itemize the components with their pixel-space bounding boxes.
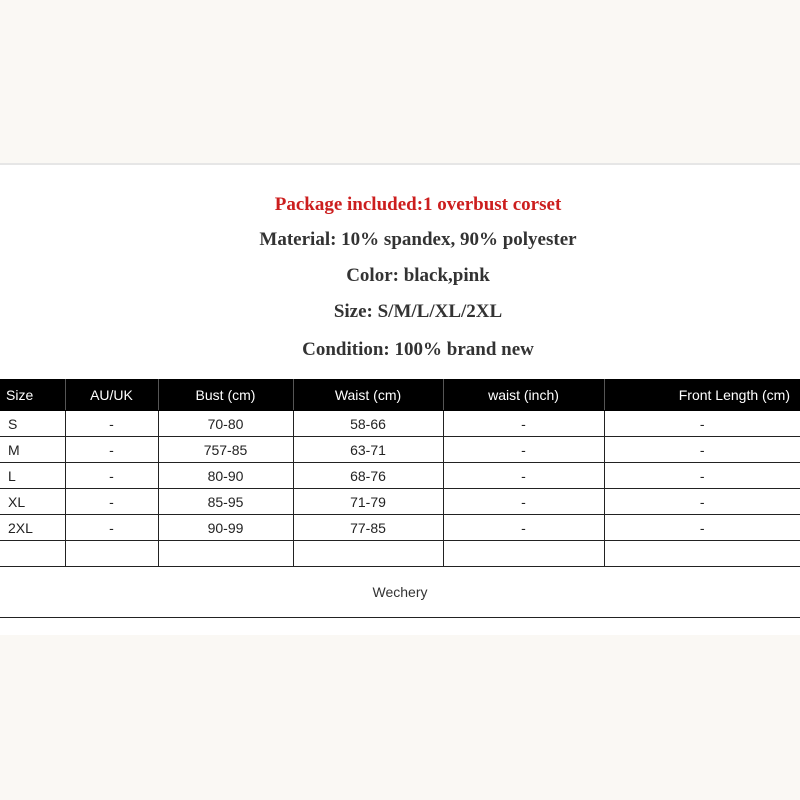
table-row xyxy=(0,463,800,489)
table-cell xyxy=(65,541,158,567)
table-cell: 58-66 xyxy=(293,411,443,437)
table-cell: 71-79 xyxy=(293,489,443,515)
table-cell xyxy=(604,541,800,567)
table-cell: - xyxy=(604,411,800,437)
table-row xyxy=(0,515,800,541)
table-row xyxy=(0,541,800,567)
column-header: AU/UK xyxy=(65,380,158,411)
package-line: Package included:1 overbust corset xyxy=(274,194,562,215)
table-cell: 2XL xyxy=(0,515,65,541)
column-header: waist (inch) xyxy=(443,380,604,411)
table-cell xyxy=(0,541,65,567)
table-cell: 70-80 xyxy=(158,411,293,437)
table-cell: 63-71 xyxy=(293,437,443,463)
column-header: Waist (cm) xyxy=(293,380,443,411)
table-cell: - xyxy=(65,489,158,515)
column-header: Size xyxy=(0,380,65,411)
table-cell: - xyxy=(604,437,800,463)
table-cell: - xyxy=(604,489,800,515)
table-cell: - xyxy=(443,411,604,437)
table-row xyxy=(0,437,800,463)
table-cell xyxy=(443,541,604,567)
table-cell: - xyxy=(604,463,800,489)
column-header: Bust (cm) xyxy=(158,380,293,411)
condition-line: Condition: 100% brand new xyxy=(302,339,534,360)
table-cell xyxy=(293,541,443,567)
table-cell: - xyxy=(443,489,604,515)
size-line: Size: S/M/L/XL/2XL xyxy=(333,301,503,322)
table-cell: - xyxy=(65,437,158,463)
table-cell xyxy=(158,541,293,567)
table-cell: 757-85 xyxy=(158,437,293,463)
table-cell: - xyxy=(443,515,604,541)
size-chart-table xyxy=(0,379,800,567)
table-cell: - xyxy=(65,515,158,541)
table-cell: - xyxy=(443,437,604,463)
table-cell: 77-85 xyxy=(293,515,443,541)
brand-name: Wechery xyxy=(0,567,800,618)
table-cell: - xyxy=(443,463,604,489)
table-cell: M xyxy=(0,437,65,463)
table-cell: 90-99 xyxy=(158,515,293,541)
table-cell: 85-95 xyxy=(158,489,293,515)
table-cell: 68-76 xyxy=(293,463,443,489)
table-cell: - xyxy=(65,463,158,489)
product-info-panel xyxy=(0,163,800,635)
table-cell: S xyxy=(0,411,65,437)
table-cell: XL xyxy=(0,489,65,515)
color-line: Color: black,pink xyxy=(346,265,490,286)
table-cell: L xyxy=(0,463,65,489)
table-row xyxy=(0,411,800,437)
table-cell: 80-90 xyxy=(158,463,293,489)
column-header: Front Length (cm) xyxy=(604,380,800,411)
table-cell: - xyxy=(65,411,158,437)
table-header-row xyxy=(0,380,800,411)
material-line: Material: 10% spandex, 90% polyester xyxy=(259,229,577,250)
table-cell: - xyxy=(604,515,800,541)
table-row xyxy=(0,489,800,515)
